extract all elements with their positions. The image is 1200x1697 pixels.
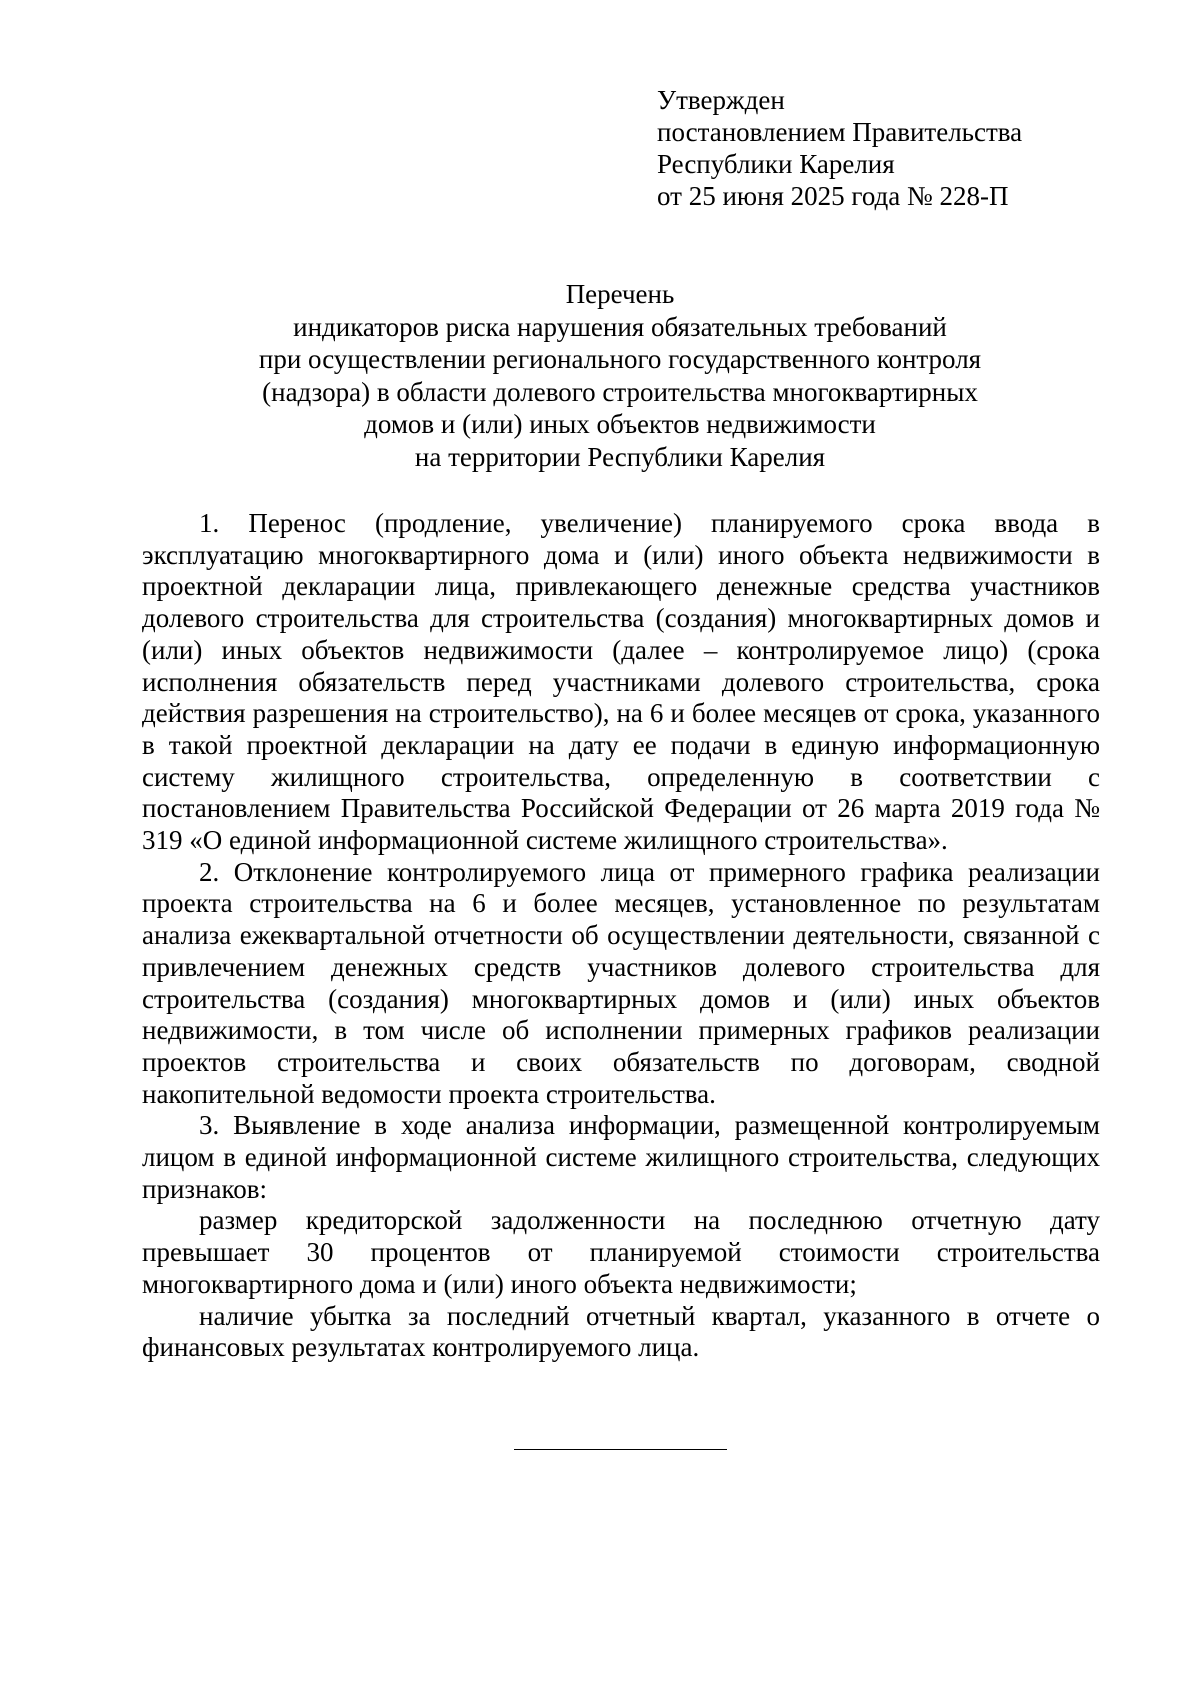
title-line: на территории Республики Карелия — [414, 441, 826, 472]
approval-stamp — [657, 84, 1022, 212]
end-divider — [514, 1449, 727, 1450]
title-line: (надзора) в области долевого строительства многоквартирных — [262, 376, 978, 407]
approval-line: от 25 июня 2025 года № 228-П — [657, 181, 1009, 211]
document-body — [142, 508, 1100, 1364]
title-heading: Перечень — [565, 279, 675, 309]
title-line: домов и (или) иных объектов недвижимости — [364, 409, 876, 439]
approval-line: Утвержден — [657, 85, 785, 115]
paragraph-item-1: 1. Перенос (продление, увеличение) планируемого срока ввода в эксплуатацию многоквартирного дома и (или) иного объекта недвижимости в проектной декларации лица, привлекающего денежные средства участников долевого строительства для строительства (создания) многоквартирных домов и (или) иных объектов недвижимости (далее – контролируемое лицо) (срока исполнения обязательств перед участниками долевого строительства, срока действия разрешения на строительство), на 6 и более месяцев от срока, указанного в такой проектной декларации на дату ее подачи в единую информационную систему жилищного строительства, определенную в соответствии с постановлением Правительства Российской Федерации от 26 марта 2019 года № 319 «О единой информационной системе жилищного строительства». — [142, 508, 1100, 856]
paragraph-item-3: 3. Выявление в ходе анализа информации, размещенной контролируемым лицом в единой информационной системе жилищного строительства, следующих признаков: — [142, 1110, 1100, 1204]
approval-line: Республики Карелия — [657, 149, 895, 179]
approval-line: постановлением Правительства — [657, 117, 1023, 147]
paragraph-sub-2: наличие убытка за последний отчетный квартал, указанного в отчете о финансовых результатах контролируемого лица. — [142, 1300, 1100, 1363]
paragraph-sub-1: размер кредиторской задолженности на последнюю отчетную дату превышает 30 процентов от планируемой стоимости строительства многоквартирного дома и (или) иного объекта недвижимости; — [142, 1205, 1100, 1299]
title-line: индикаторов риска нарушения обязательных требований — [293, 311, 947, 342]
title-line: при осуществлении регионального государственного контроля — [258, 344, 982, 374]
paragraph-item-2: 2. Отклонение контролируемого лица от примерного графика реализации проекта строительства на 6 и более месяцев, установленное по результатам анализа ежеквартальной отчетности об осуществлении деятельности, связанной с привлечением денежных средств участников долевого строительства для строительства (создания) многоквартирных домов и (или) иных объектов недвижимости, в том числе об исполнении примерных графиков реализации проектов строительства и своих обязательств по договорам, сводной накопительной ведомости проекта строительства. — [142, 856, 1100, 1109]
document-title — [140, 278, 1100, 473]
